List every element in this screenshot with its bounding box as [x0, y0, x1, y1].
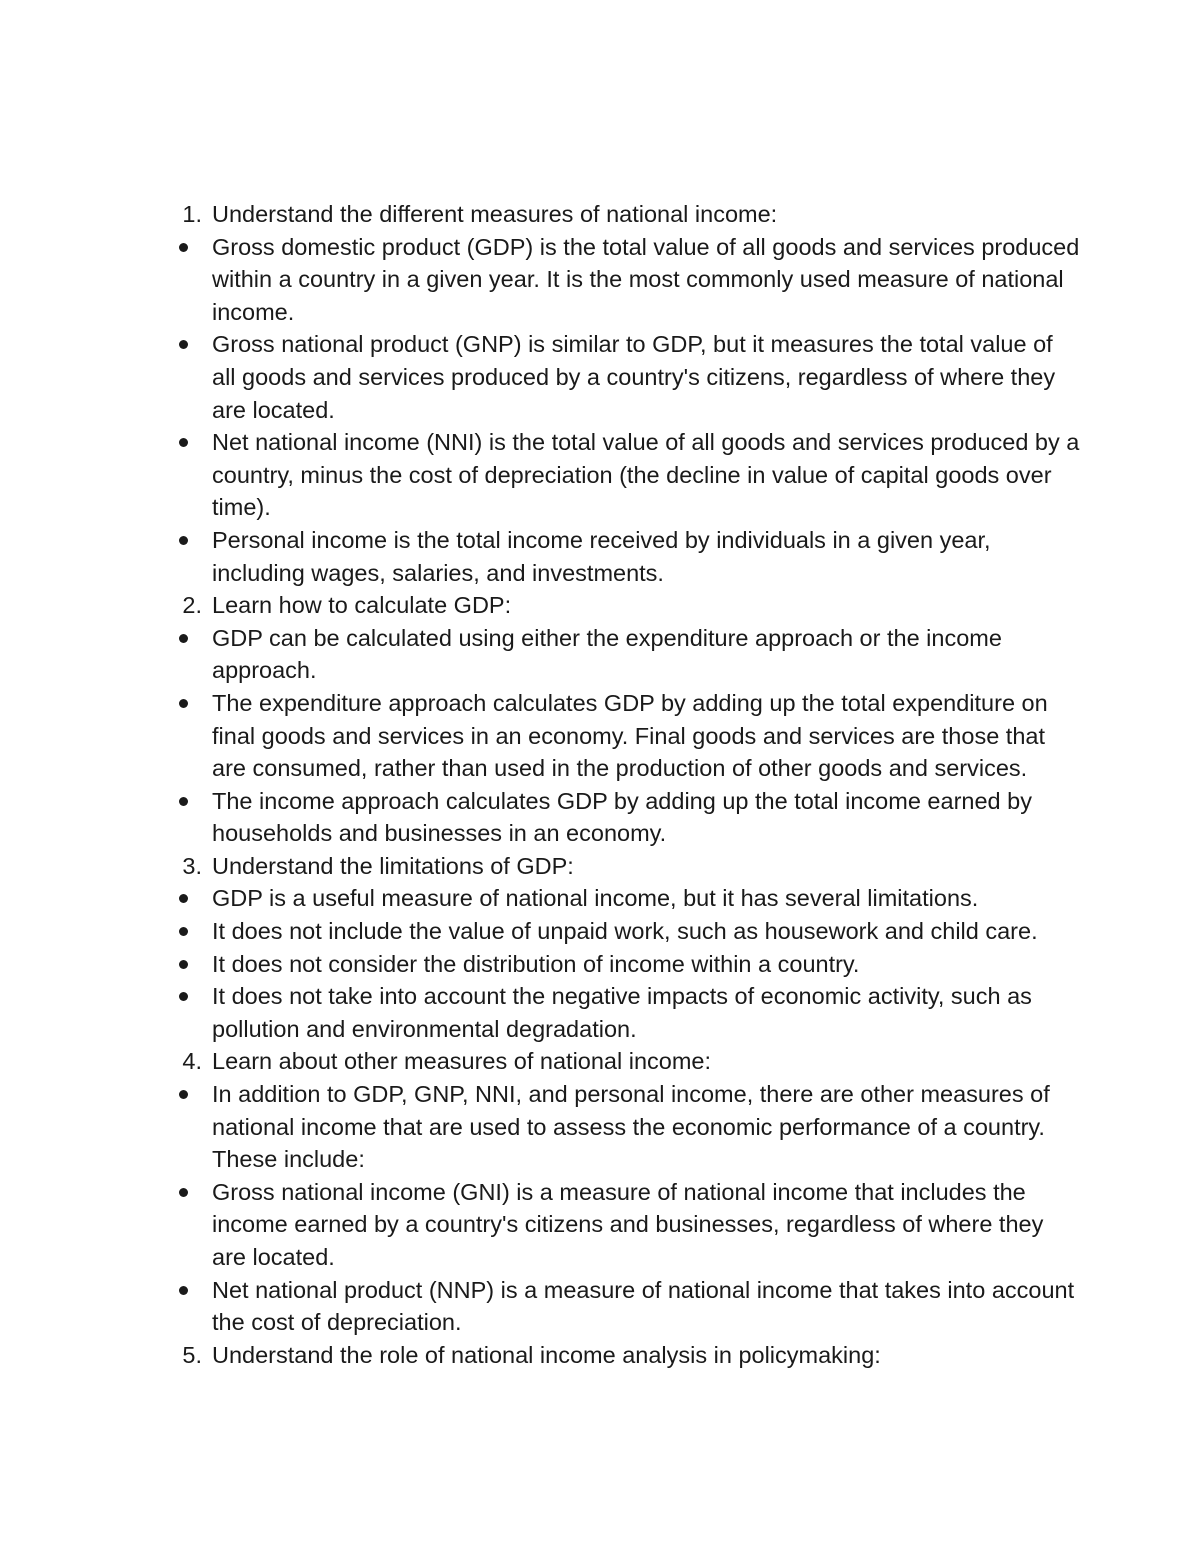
bullet-icon	[179, 894, 188, 903]
numbered-item	[160, 589, 1080, 622]
bullet-item	[160, 948, 1080, 981]
list-item-text: Gross domestic product (GDP) is the total value of all goods and services produced within a country in a given year. It is the most commonly used measure of national income.	[212, 233, 1080, 325]
list-number: 1.	[182, 201, 202, 227]
bullet-item	[160, 622, 1080, 687]
bullet-icon	[179, 960, 188, 969]
list-number: 3.	[182, 852, 202, 879]
list-item-text: Net national income (NNI) is the total value of all goods and services produced by a country, minus the cost of depreciation (the decline in value of capital goods over time).	[212, 429, 1080, 521]
list-number: 4.	[182, 1048, 202, 1075]
list-item-text: The income approach calculates GDP by adding up the total income earned by households and businesses in an economy.	[212, 787, 1032, 847]
bullet-item	[160, 328, 1080, 426]
list-item-text: Understand the role of national income analysis in policymaking:	[212, 1341, 881, 1368]
list-number: 5.	[182, 1341, 202, 1368]
list-item-text: Gross national income (GNI) is a measure of national income that includes the income earned by a country's citizens and businesses, regardless of where they are located.	[212, 1178, 1044, 1270]
list-item-text: It does not take into account the negative impacts of economic activity, such as pollution and environmental degradation.	[212, 983, 1032, 1042]
bullet-icon	[179, 536, 188, 545]
bullet-icon	[179, 340, 188, 349]
list-item-text: Understand the different measures of national income:	[212, 201, 778, 227]
list-item-text: Personal income is the total income received by individuals in a given year, including wages, salaries, and investments.	[212, 526, 991, 586]
bullet-item	[160, 1274, 1080, 1339]
list-item-text: Gross national product (GNP) is similar to GDP, but it measures the total value of all goods and services produced by a country's citizens, regardless of where they are located.	[212, 331, 1056, 423]
bullet-icon	[179, 992, 188, 1001]
list-number: 2.	[182, 592, 202, 619]
numbered-item	[160, 1045, 1080, 1078]
numbered-item	[160, 198, 1080, 231]
list-item-text: The expenditure approach calculates GDP by adding up the total expenditure on final goods and services in an economy. Final goods and services are those that are consumed, rather than used in the production of other goods and services.	[212, 689, 1048, 782]
bullet-icon	[179, 243, 188, 252]
list-item-text: It does not consider the distribution of income within a country.	[212, 950, 860, 977]
bullet-item	[160, 524, 1080, 589]
numbered-item	[160, 1339, 1080, 1372]
bullet-item	[160, 1176, 1080, 1274]
bullet-item	[160, 882, 1080, 915]
bullet-icon	[179, 1188, 188, 1197]
bullet-item	[160, 426, 1080, 524]
list-item-text: Understand the limitations of GDP:	[212, 852, 574, 879]
numbered-item	[160, 850, 1080, 883]
list-item-text: It does not include the value of unpaid work, such as housework and child care.	[212, 918, 1038, 945]
bullet-item	[160, 785, 1080, 850]
bullet-item	[160, 980, 1080, 1045]
list-item-text: GDP can be calculated using either the expenditure approach or the income approach.	[212, 624, 1002, 684]
list-item-text: Net national product (NNP) is a measure of national income that takes into account the cost of depreciation.	[212, 1276, 1075, 1336]
bullet-item	[160, 915, 1080, 948]
bullet-item	[160, 231, 1080, 329]
bullet-icon	[179, 699, 188, 708]
bullet-icon	[179, 438, 188, 447]
bullet-icon	[179, 797, 188, 806]
bullet-item	[160, 1078, 1080, 1176]
bullet-icon	[179, 927, 188, 936]
list-item-text: In addition to GDP, GNP, NNI, and personal income, there are other measures of national income that are used to assess the economic performance of a country. These include:	[212, 1081, 1050, 1173]
document-body	[160, 198, 1080, 1371]
list-item-text: GDP is a useful measure of national income, but it has several limitations.	[212, 885, 979, 912]
bullet-item	[160, 687, 1080, 785]
list-item-text: Learn about other measures of national income:	[212, 1048, 712, 1075]
bullet-icon	[179, 1286, 188, 1295]
bullet-icon	[179, 1090, 188, 1099]
bullet-icon	[179, 634, 188, 643]
list-item-text: Learn how to calculate GDP:	[212, 592, 512, 619]
